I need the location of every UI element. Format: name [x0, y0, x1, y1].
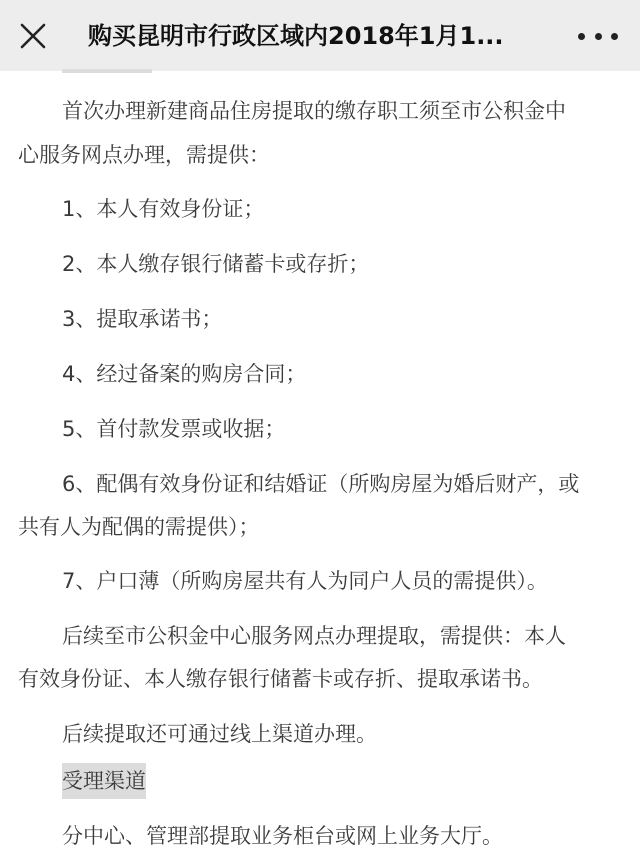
list-item: 6、配偶有效身份证和结婚证（所购房屋为婚后财产，或	[62, 472, 580, 496]
paragraph-online: 后续提取还可通过线上渠道办理。	[62, 722, 377, 746]
more-icon-dot	[595, 33, 602, 40]
article-content	[0, 71, 640, 860]
paragraph-follow-line-1: 后续至市公积金中心服务网点办理提取，需提供：本人	[62, 624, 566, 648]
list-item-continuation: 共有人为配偶的需提供）；	[18, 515, 260, 539]
section-heading-channel: 受理渠道	[62, 763, 146, 799]
list-item: 2、本人缴存银行储蓄卡或存折；	[62, 252, 370, 276]
list-item: 7、户口薄（所购房屋共有人为同户人员的需提供）。	[62, 569, 548, 593]
paragraph-intro-line-1: 首次办理新建商品住房提取的缴存职工须至市公积金中	[62, 99, 566, 123]
list-item: 4、经过备案的购房合同；	[62, 362, 307, 386]
paragraph-intro-line-2: 心服务网点办理，需提供：	[18, 143, 270, 167]
paragraph-follow-line-2: 有效身份证、本人缴存银行储蓄卡或存折、提取承诺书。	[18, 667, 543, 691]
close-button[interactable]	[14, 17, 52, 55]
top-bar	[0, 0, 640, 71]
list-item: 3、提取承诺书；	[62, 307, 223, 331]
page-title: 购买昆明市行政区域内2018年1月1...	[88, 22, 504, 50]
more-button[interactable]	[578, 22, 618, 50]
paragraph-channel: 分中心、管理部提取业务柜台或网上业务大厅。	[62, 824, 503, 848]
list-item: 1、本人有效身份证；	[62, 197, 265, 221]
list-item: 5、首付款发票或收据；	[62, 417, 286, 441]
more-icon-dot	[611, 33, 618, 40]
more-icon	[578, 33, 585, 40]
close-icon	[20, 23, 46, 49]
